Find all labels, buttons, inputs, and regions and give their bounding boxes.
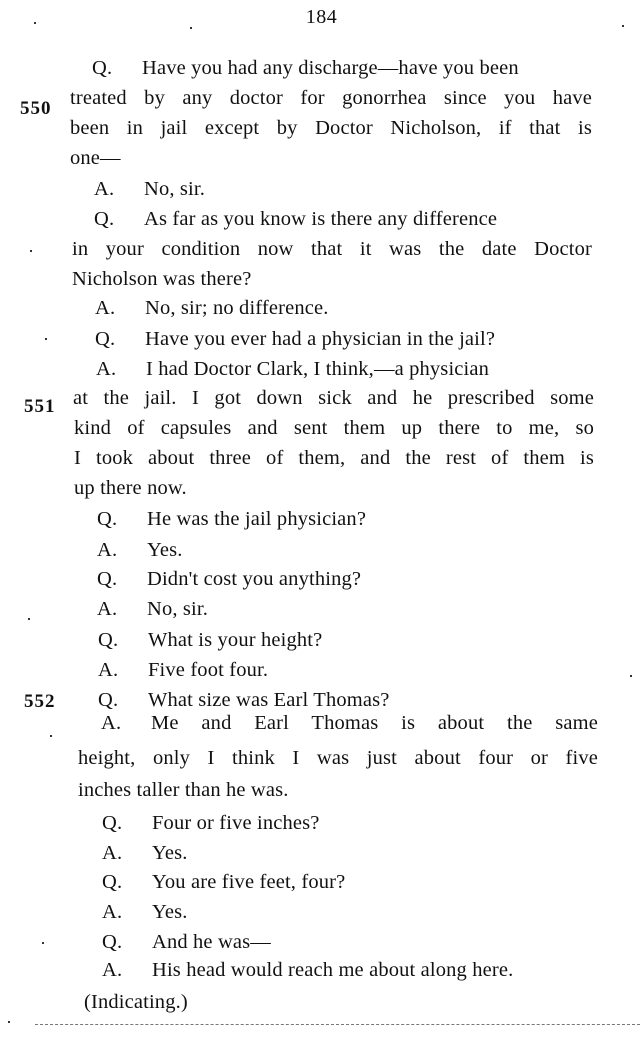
answer-line bbox=[97, 597, 208, 621]
question-line bbox=[102, 870, 345, 894]
line-text: Me and Earl Thomas is about the same bbox=[151, 712, 598, 734]
line-text: I had Doctor Clark, I think,—a physician bbox=[146, 358, 490, 380]
text-line bbox=[74, 476, 187, 500]
answer-line bbox=[102, 900, 188, 924]
scan-speck bbox=[42, 942, 44, 944]
speaker-marker: A. bbox=[97, 539, 118, 561]
line-text: inches taller than he was. bbox=[78, 779, 289, 801]
answer-line bbox=[101, 711, 598, 735]
answer-line bbox=[95, 296, 329, 320]
question-line bbox=[92, 56, 592, 80]
scan-speck bbox=[630, 675, 632, 677]
speaker-marker: Q. bbox=[92, 57, 113, 79]
margin-number-551: 551 bbox=[24, 396, 56, 417]
text-line bbox=[70, 116, 592, 140]
speaker-marker: Q. bbox=[94, 208, 115, 230]
speaker-marker: Q. bbox=[98, 689, 119, 711]
scan-speck bbox=[190, 27, 192, 29]
speaker-marker: A. bbox=[94, 178, 115, 200]
text-line bbox=[84, 990, 188, 1014]
line-text: No, sir. bbox=[147, 598, 208, 620]
page-number: 184 bbox=[305, 6, 338, 28]
line-text: up there now. bbox=[74, 477, 187, 499]
line-text: been in jail except by Doctor Nicholson, if that is bbox=[70, 117, 592, 139]
line-text: As far as you know is there any difference bbox=[144, 208, 498, 230]
text-line bbox=[70, 86, 592, 110]
speaker-marker: A. bbox=[102, 959, 123, 981]
text-line bbox=[78, 746, 598, 770]
scan-speck bbox=[34, 22, 36, 24]
line-text: You are five feet, four? bbox=[152, 871, 346, 893]
speaker-marker: Q. bbox=[102, 871, 123, 893]
speaker-marker: Q. bbox=[97, 568, 118, 590]
speaker-marker: A. bbox=[98, 659, 119, 681]
scan-speck bbox=[30, 250, 32, 252]
line-text: one— bbox=[70, 147, 121, 169]
question-line bbox=[98, 688, 389, 712]
line-text: Have you ever had a physician in the jail? bbox=[145, 328, 496, 350]
scan-speck bbox=[28, 618, 30, 620]
line-text: Nicholson was there? bbox=[72, 268, 252, 290]
line-text: And he was— bbox=[152, 931, 271, 953]
scan-speck bbox=[8, 1021, 10, 1023]
speaker-marker: Q. bbox=[95, 328, 116, 350]
line-text: Yes. bbox=[152, 901, 188, 923]
line-text: Have you had any discharge—have you been bbox=[142, 57, 519, 79]
line-text: No, sir; no difference. bbox=[145, 297, 329, 319]
scan-speck bbox=[50, 735, 52, 737]
text-line bbox=[78, 778, 289, 802]
answer-line bbox=[102, 958, 513, 982]
speaker-marker: A. bbox=[101, 712, 122, 734]
speaker-marker: A. bbox=[102, 842, 123, 864]
answer-line bbox=[94, 177, 205, 201]
line-text: What is your height? bbox=[148, 629, 323, 651]
answer-line bbox=[102, 841, 188, 865]
line-text: Five foot four. bbox=[148, 659, 269, 681]
margin-number-552: 552 bbox=[24, 691, 56, 712]
line-text: Yes. bbox=[152, 842, 188, 864]
question-line bbox=[97, 567, 361, 591]
line-text: Four or five inches? bbox=[152, 812, 320, 834]
line-text: His head would reach me about along here. bbox=[152, 959, 514, 981]
margin-number-550: 550 bbox=[20, 98, 52, 119]
line-text: Didn't cost you anything? bbox=[147, 568, 362, 590]
speaker-marker: Q. bbox=[102, 931, 123, 953]
line-text: No, sir. bbox=[144, 178, 205, 200]
answer-line bbox=[97, 538, 183, 562]
question-line bbox=[97, 507, 366, 531]
text-line bbox=[73, 386, 594, 410]
speaker-marker: A. bbox=[96, 358, 117, 380]
bottom-rule bbox=[35, 1024, 640, 1025]
answer-line bbox=[98, 658, 268, 682]
question-line bbox=[102, 930, 271, 954]
speaker-marker: A. bbox=[95, 297, 116, 319]
line-text: kind of capsules and sent them up there to me, so bbox=[74, 417, 594, 439]
speaker-marker: Q. bbox=[102, 812, 123, 834]
line-text: height, only I think I was just about four or five bbox=[78, 747, 598, 769]
line-text: Yes. bbox=[147, 539, 183, 561]
line-text: (Indicating.) bbox=[84, 991, 188, 1013]
question-line bbox=[98, 628, 322, 652]
line-text: at the jail. I got down sick and he prescribed some bbox=[73, 387, 594, 409]
question-line bbox=[94, 207, 592, 231]
line-text: treated by any doctor for gonorrhea since you have bbox=[70, 87, 592, 109]
text-line bbox=[70, 146, 121, 170]
question-line bbox=[95, 327, 495, 351]
line-text: in your condition now that it was the date Doctor bbox=[72, 238, 592, 260]
question-line bbox=[102, 811, 320, 835]
scan-speck bbox=[622, 25, 624, 27]
speaker-marker: A. bbox=[97, 598, 118, 620]
speaker-marker: Q. bbox=[98, 629, 119, 651]
text-line bbox=[72, 267, 251, 291]
speaker-marker: Q. bbox=[97, 508, 118, 530]
text-line bbox=[72, 237, 592, 261]
text-line bbox=[74, 416, 594, 440]
line-text: What size was Earl Thomas? bbox=[148, 689, 390, 711]
line-text: I took about three of them, and the rest of them is bbox=[74, 447, 594, 469]
line-text: He was the jail physician? bbox=[147, 508, 367, 530]
text-line bbox=[74, 446, 594, 470]
answer-line bbox=[96, 357, 594, 381]
scan-speck bbox=[45, 338, 47, 340]
speaker-marker: A. bbox=[102, 901, 123, 923]
